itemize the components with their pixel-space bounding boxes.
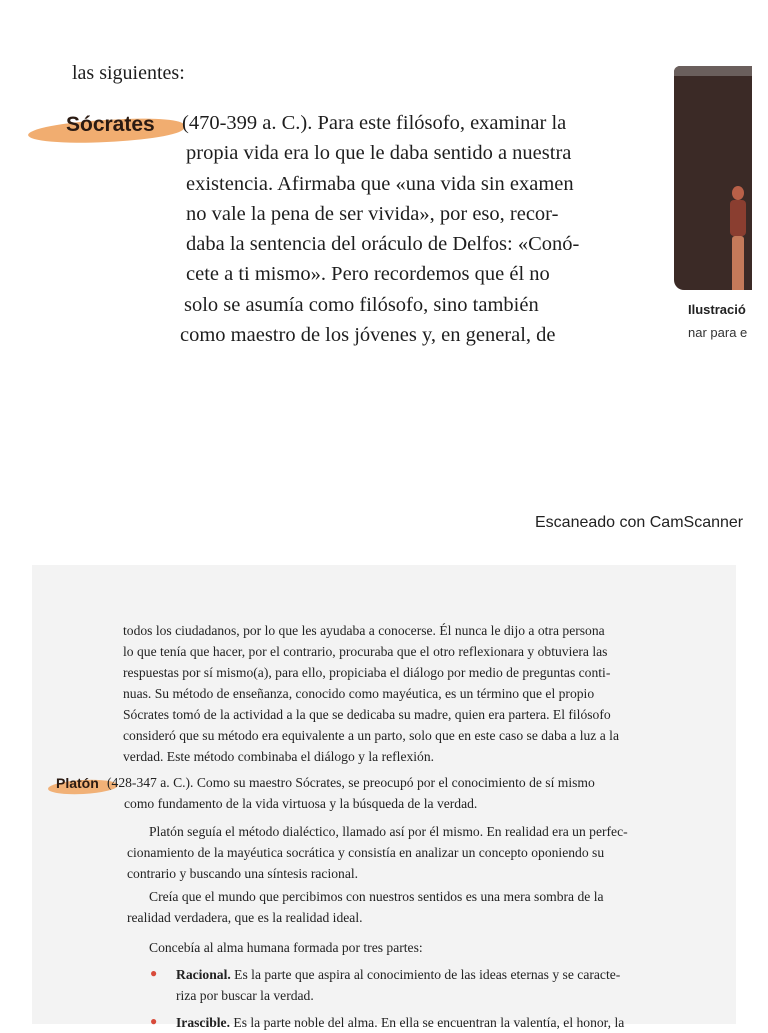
bullet-text: Es la parte que aspira al conocimiento de las ideas eternas y se caracte- xyxy=(234,967,621,982)
socrates-paragraph xyxy=(0,108,579,350)
paragraph-line: verdad. Este método combinaba el diálogo y la reflexión. xyxy=(123,749,435,764)
intro-text: las siguientes: xyxy=(72,62,185,84)
paragraph-line: daba la sentencia del oráculo de Delfos: «Conó- xyxy=(186,233,580,256)
paragraph-line: solo se asumía como filósofo, sino también xyxy=(184,293,539,316)
bullet-item-racional xyxy=(176,964,620,1006)
paragraph-line: no vale la pena de ser vivida», por eso, recor- xyxy=(186,202,559,225)
paragraph-line: cete a ti mismo». Pero recordemos que él no xyxy=(186,263,550,286)
paragraph-line: Concebía al alma humana formada por tres partes: xyxy=(149,940,423,955)
illustration-caption-title: Ilustració xyxy=(688,302,746,317)
paragraph-line: cionamiento de la mayéutica socrática y consistía en analizar un concepto oponiendo su xyxy=(127,845,605,860)
paragraph-line: como fundamento de la vida virtuosa y la búsqueda de la verdad. xyxy=(124,796,478,811)
paragraph-line: (428-347 a. C.). Como su maestro Sócrates, se preocupó por el conocimiento de sí mismo xyxy=(107,775,595,790)
paragraph-line: nuas. Su método de enseñanza, conocido como mayéutica, es un término que el propio xyxy=(123,686,595,701)
bullet-icon: ● xyxy=(150,966,158,980)
paragraph-line: riza por buscar la verdad. xyxy=(176,988,314,1003)
paragraph-line: Sócrates tomó de la actividad a la que se dedicaba su madre, quien era partera. El filósofo xyxy=(123,707,611,722)
platon-paragraph xyxy=(107,772,595,814)
socrates-heading: Sócrates xyxy=(66,113,155,136)
figure-illustration xyxy=(728,186,746,290)
bullet-term: Racional. xyxy=(176,967,231,982)
illustration-caption-text: nar para e xyxy=(688,325,748,340)
paragraph-line: como maestro de los jóvenes y, en general, de xyxy=(180,324,556,347)
paragraph-line: Platón seguía el método dialéctico, llamado así por él mismo. En realidad era un perfec- xyxy=(149,824,628,839)
paragraph-line: existencia. Afirmaba que «una vida sin examen xyxy=(186,172,574,195)
bullet-term: Irascible. xyxy=(176,1015,230,1030)
continuation-paragraph xyxy=(123,620,619,767)
paragraph-line: lo que tenía que hacer, por el contrario, procuraba que el otro reflexionara y obtuviera las xyxy=(123,644,608,659)
camscanner-watermark: Escaneado con CamScanner xyxy=(535,514,744,531)
paragraph-line: consideró que su método era equivalente a un parto, solo que en este caso se daba a luz a la xyxy=(123,728,619,743)
paragraph-line: (470-399 a. C.). Para este filósofo, examinar la xyxy=(182,112,567,134)
paragraph-line: respuestas por sí mismo(a), para ello, propiciaba el diálogo por medio de preguntas conti- xyxy=(123,665,611,680)
soul-intro xyxy=(149,937,423,958)
paragraph-line: Creía que el mundo que percibimos con nuestros sentidos es una mera sombra de la xyxy=(149,889,604,904)
dialectic-paragraph xyxy=(127,821,628,884)
bullet-text: Es la parte noble del alma. En ella se encuentran la valentía, el honor, la xyxy=(233,1015,625,1030)
world-paragraph xyxy=(127,886,604,928)
paragraph-line: contrario y buscando una síntesis racional. xyxy=(127,866,359,881)
platon-heading: Platón xyxy=(56,775,99,791)
bullet-icon: ● xyxy=(150,1014,158,1028)
paragraph-line: realidad verdadera, que es la realidad ideal. xyxy=(127,910,363,925)
paragraph-line: todos los ciudadanos, por lo que les ayudaba a conocerse. Él nunca le dijo a otra persona xyxy=(123,623,605,638)
paragraph-line: propia vida era lo que le daba sentido a nuestra xyxy=(186,142,572,165)
illustration-image xyxy=(674,66,752,290)
bullet-item-irascible xyxy=(176,1012,624,1033)
